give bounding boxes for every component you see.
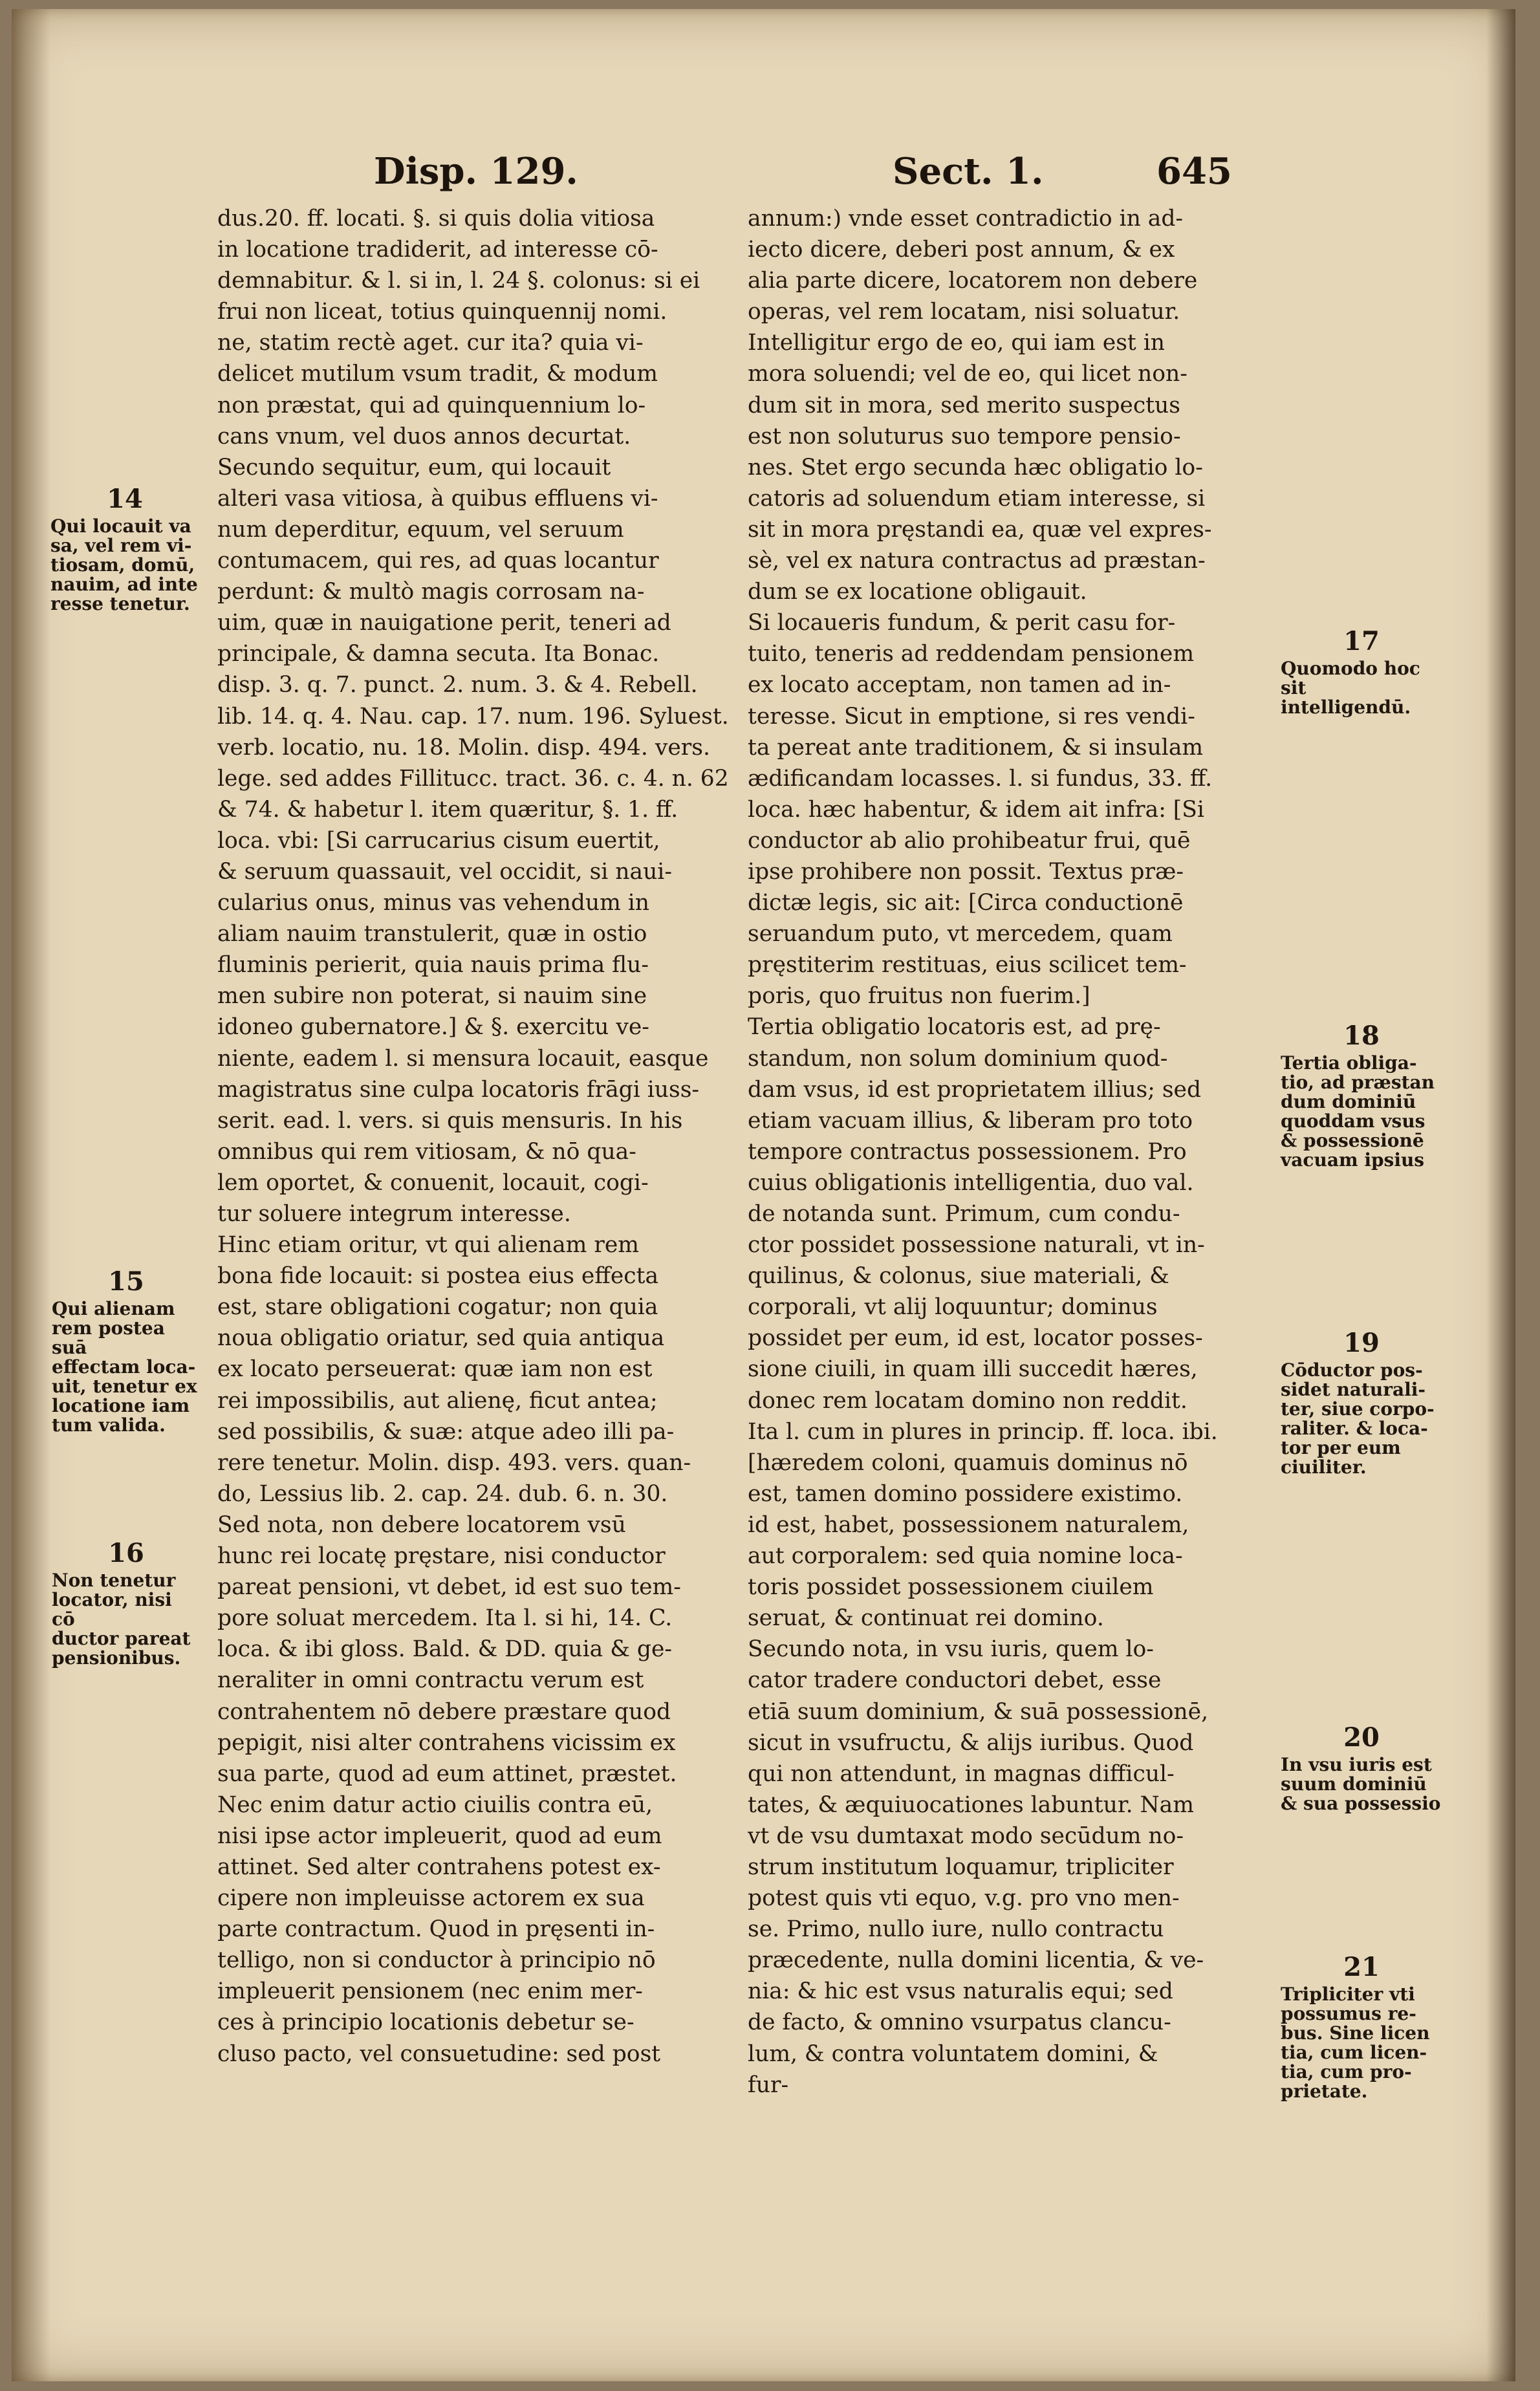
text-line: bona fide locauit: si postea eius effecta [217, 1263, 659, 1290]
margin-note-number: 19 [1343, 1328, 1380, 1358]
text-line: est, stare obligationi cogatur; non quia [217, 1294, 658, 1321]
margin-note-text: In vsu iuris est suum dominiū & sua possessio [1281, 1754, 1441, 1814]
running-head-disputation: Disp. 129. [374, 150, 578, 193]
text-line: quilinus, & colonus, siue materiali, & [748, 1263, 1169, 1290]
text-line: Tertia obligatio locatoris est, ad prę- [748, 1014, 1161, 1041]
text-line: se. Primo, nullo iure, nullo contractu [748, 1916, 1164, 1943]
margin-note-16 [52, 1539, 201, 1668]
text-line: [hæredem coloni, quamuis dominus nō [748, 1449, 1188, 1476]
text-line: toris possidet possessionem ciuilem [748, 1574, 1154, 1601]
text-line: iecto dicere, deberi post annum, & ex [748, 237, 1175, 263]
text-line: loca. hæc habentur, & idem ait infra: [Si [748, 796, 1204, 823]
margin-note-number: 18 [1343, 1021, 1380, 1051]
text-line: sione ciuili, in quam illi succedit hæres, [748, 1356, 1198, 1383]
margin-note-text: Cōductor pos- sidet naturali- ter, siue corpo- raliter. & loca- tor per eum ciuiliter. [1281, 1359, 1435, 1478]
text-line: dam vsus, id est proprietatem illius; sed [748, 1076, 1202, 1103]
text-line: seruandum puto, vt mercedem, quam [748, 921, 1173, 947]
text-line: lum, & contra voluntatem domini, & [748, 2040, 1158, 2067]
text-line: vt de vsu dumtaxat modo secūdum no- [748, 1823, 1184, 1849]
text-line: Sed nota, non debere locatorem vsū [217, 1511, 626, 1538]
text-line: de notanda sunt. Primum, cum condu- [748, 1201, 1180, 1227]
text-line: cularius onus, minus vas vehendum in [217, 890, 649, 916]
text-line: aliam nauim transtulerit, quæ in ostio [217, 921, 647, 947]
text-line: strum institutum loquamur, tripliciter [748, 1854, 1174, 1880]
text-line: sè, vel ex natura contractus ad præstan- [748, 548, 1206, 574]
text-line: sed possibilis, & suæ: atque adeo illi pa- [217, 1418, 675, 1445]
text-line: sicut in vsufructu, & alijs iuribus. Quod [748, 1729, 1194, 1756]
text-line: omnibus qui rem vitiosam, & nō qua- [217, 1138, 636, 1165]
margin-note-number: 16 [108, 1538, 144, 1568]
text-line: rere tenetur. Molin. disp. 493. vers. quan- [217, 1449, 691, 1476]
text-line: num deperditur, equum, vel seruum [217, 516, 624, 543]
text-line: etiā suum dominium, & suā possessionē, [748, 1698, 1209, 1725]
text-line: ces à principio locationis debetur se- [217, 2009, 634, 2036]
text-line: Si locaueris fundum, & perit casu for- [748, 610, 1176, 636]
text-line: Secundo nota, in vsu iuris, quem lo- [748, 1636, 1154, 1663]
book-page [12, 9, 1515, 2381]
text-line: tates, & æquiuocationes labuntur. Nam [748, 1791, 1194, 1818]
text-line: ctor possidet possessione naturali, vt in- [748, 1232, 1205, 1259]
text-line: corporali, vt alij loquuntur; dominus [748, 1294, 1158, 1321]
text-line: annum:) vnde esset contradictio in ad- [748, 206, 1184, 232]
text-line: ne, statim rectè aget. cur ita? quia vi- [217, 330, 644, 356]
text-line: cluso pacto, vel consuetudine: sed post [217, 2040, 661, 2067]
text-line: etiam vacuam illius, & liberam pro toto [748, 1107, 1193, 1134]
text-line: contumacem, qui res, ad quas locantur [217, 548, 659, 574]
page-spine-shadow [12, 9, 50, 2381]
text-line: delicet mutilum vsum tradit, & modum [217, 361, 658, 387]
text-line: idoneo gubernatore.] & §. exercitu ve- [217, 1014, 649, 1041]
text-line: in locatione tradiderit, ad interesse cō- [217, 237, 658, 263]
text-line: id est, habet, possessionem naturalem, [748, 1511, 1189, 1538]
margin-note-number: 21 [1343, 1952, 1380, 1982]
text-line: Secundo sequitur, eum, qui locauit [217, 454, 611, 481]
text-line: sit in mora pręstandi ea, quæ vel expres- [748, 516, 1212, 543]
text-line: cator tradere conductori debet, esse [748, 1667, 1162, 1694]
text-line: tur soluere integrum interesse. [217, 1201, 571, 1227]
margin-note-20 [1281, 1723, 1442, 1813]
text-line: qui non attendunt, in magnas difficul- [748, 1760, 1175, 1787]
text-line: conductor ab alio prohibeatur frui, quē [748, 827, 1191, 854]
text-line: do, Lessius lib. 2. cap. 24. dub. 6. n. 30. [217, 1480, 668, 1507]
text-line: men subire non poterat, si nauim sine [217, 983, 647, 1010]
text-line: impleuerit pensionem (nec enim mer- [217, 1978, 643, 2005]
text-line: ta pereat ante traditionem, & si insulam [748, 734, 1204, 761]
text-line: rei impossibilis, aut alienę, ficut antea; [217, 1387, 658, 1414]
margin-note-19 [1281, 1328, 1442, 1477]
running-head-section: Sect. 1. [893, 150, 1044, 193]
text-line: magistratus sine culpa locatoris frāgi iuss- [217, 1076, 700, 1103]
text-line: Ita l. cum in plures in princip. ff. loca. ibi. [748, 1418, 1218, 1445]
text-line: poris, quo fruitus non fuerim.] [748, 983, 1090, 1010]
text-line: aut corporalem: sed quia nomine loca- [748, 1543, 1183, 1570]
text-line: contrahentem nō debere præstare quod [217, 1698, 671, 1725]
text-line: parte contractum. Quod in pręsenti in- [217, 1916, 655, 1943]
text-line: frui non liceat, totius quinquennij nomi. [217, 299, 667, 325]
text-line: fur- [748, 2072, 789, 2098]
text-line: præcedente, nulla domini licentia, & ve- [748, 1947, 1204, 1974]
text-line: nia: & hic est vsus naturalis equi; sed [748, 1978, 1173, 2005]
text-line: operas, vel rem locatam, nisi soluatur. [748, 299, 1180, 325]
text-line: sua parte, quod ad eum attinet, præstet. [217, 1760, 677, 1787]
margin-note-number: 15 [108, 1266, 144, 1297]
margin-note-text: Tertia obliga- tio, ad præstan dum dominiū quoddam vsus & possessionē vacuam ipsius [1281, 1052, 1435, 1171]
margin-note-number: 14 [107, 484, 143, 514]
text-line: nisi ipse actor impleuerit, quod ad eum [217, 1823, 662, 1849]
text-line: pareat pensioni, vt debet, id est suo tem- [217, 1574, 681, 1601]
margin-note-number: 17 [1343, 626, 1380, 656]
text-line: ex locato perseuerat: quæ iam non est [217, 1356, 653, 1383]
text-line: demnabitur. & l. si in, l. 24 §. colonus: si ei [217, 268, 700, 294]
right-text-column [748, 203, 1272, 2101]
text-line: Intelligitur ergo de eo, qui iam est in [748, 330, 1166, 356]
text-line: tuito, teneris ad reddendam pensionem [748, 641, 1195, 667]
margin-note-text: Qui locauit va sa, vel rem vi- tiosam, domū, nauim, ad inte resse tenetur. [50, 515, 198, 614]
text-line: potest quis vti equo, v.g. pro vno men- [748, 1885, 1180, 1912]
text-line: possidet per eum, id est, locator posses- [748, 1325, 1203, 1352]
text-line: principale, & damna secuta. Ita Bonac. [217, 641, 660, 667]
text-line: dus.20. ff. locati. §. si quis dolia vitiosa [217, 206, 655, 232]
text-line: Nec enim datur actio ciuilis contra eū, [217, 1791, 653, 1818]
margin-note-text: Tripliciter vti possumus re- bus. Sine licen tia, cum licen- tia, cum pro- prietate. [1281, 1984, 1430, 2102]
text-line: dum sit in mora, sed merito suspectus [748, 392, 1180, 418]
text-line: hunc rei locatę pręstare, nisi conductor [217, 1543, 666, 1570]
text-line: uim, quæ in nauigatione perit, teneri ad [217, 610, 671, 636]
text-line: est, tamen domino possidere existimo. [748, 1480, 1183, 1507]
text-line: teresse. Sicut in emptione, si res vendi- [748, 703, 1195, 730]
margin-note-18 [1281, 1021, 1442, 1170]
text-line: ædificandam locasses. l. si fundus, 33. ff. [748, 765, 1213, 792]
text-line: non præstat, qui ad quinquennium lo- [217, 392, 646, 418]
margin-note-text: Non tenetur locator, nisi cō ductor pareat pensionibus. [52, 1570, 191, 1669]
text-line: alteri vasa vitiosa, à quibus effluens vi- [217, 485, 658, 512]
margin-note-text: Qui alienam rem postea suā effectam loca- uit, tenetur ex locatione iam tum valida. [52, 1298, 197, 1436]
text-line: pręstiterim restituas, eius scilicet tem- [748, 952, 1187, 979]
text-line: alia parte dicere, locatorem non debere [748, 268, 1198, 294]
text-line: mora soluendi; vel de eo, qui licet non- [748, 361, 1188, 387]
text-line: dum se ex locatione obligauit. [748, 579, 1087, 605]
text-line: telligo, non si conductor à principio nō [217, 1947, 656, 1974]
text-line: donec rem locatam domino non reddit. [748, 1387, 1188, 1414]
text-line: ipse prohibere non possit. Textus præ- [748, 858, 1184, 885]
text-line: cans vnum, vel duos annos decurtat. [217, 423, 631, 449]
text-line: nes. Stet ergo secunda hæc obligatio lo- [748, 454, 1203, 481]
text-line: perdunt: & multò magis corrosam na- [217, 579, 645, 605]
margin-note-14 [50, 484, 199, 614]
margin-note-15 [52, 1267, 201, 1435]
text-line: ex locato acceptam, non tamen ad in- [748, 672, 1171, 698]
text-line: neraliter in omni contractu verum est [217, 1667, 644, 1694]
text-line: lege. sed addes Fillitucc. tract. 36. c. 4. n. 62 [217, 765, 729, 792]
margin-note-17 [1281, 627, 1442, 717]
text-line: & seruum quassauit, vel occidit, si naui- [217, 858, 672, 885]
text-line: fluminis perierit, quia nauis prima flu- [217, 952, 649, 979]
text-line: niente, eadem l. si mensura locauit, easque [217, 1045, 709, 1072]
page-number: 645 [1156, 150, 1232, 193]
margin-note-number: 20 [1343, 1722, 1380, 1753]
text-line: cuius obligationis intelligentia, duo val. [748, 1169, 1194, 1196]
text-line: seruat, & continuat rei domino. [748, 1605, 1104, 1632]
left-text-column [217, 203, 735, 2070]
text-line: loca. vbi: [Si carrucarius cisum euertit, [217, 827, 660, 854]
text-line: de facto, & omnino vsurpatus clancu- [748, 2009, 1171, 2036]
text-line: & 74. & habetur l. item quæritur, §. 1. ff. [217, 796, 678, 823]
margin-note-21 [1281, 1953, 1442, 2101]
text-line: pore soluat mercedem. Ita l. si hi, 14. C. [217, 1605, 673, 1632]
text-line: tempore contractus possessionem. Pro [748, 1138, 1187, 1165]
text-line: Hinc etiam oritur, vt qui alienam rem [217, 1232, 639, 1259]
text-line: noua obligatio oriatur, sed quia antiqua [217, 1325, 665, 1352]
text-line: est non soluturus suo tempore pensio- [748, 423, 1181, 449]
text-line: verb. locatio, nu. 18. Molin. disp. 494. vers. [217, 734, 710, 761]
text-line: disp. 3. q. 7. punct. 2. num. 3. & 4. Rebell. [217, 672, 698, 698]
text-line: serit. ead. l. vers. si quis mensuris. In his [217, 1107, 683, 1134]
margin-note-text: Quomodo hoc sit intelligendū. [1281, 658, 1420, 718]
page-edge-shadow [1486, 9, 1515, 2381]
text-line: lem oportet, & conuenit, locauit, cogi- [217, 1169, 649, 1196]
text-line: dictæ legis, sic ait: [Circa conductionē [748, 890, 1184, 916]
text-line: attinet. Sed alter contrahens potest ex- [217, 1854, 661, 1880]
text-line: lib. 14. q. 4. Nau. cap. 17. num. 196. Syluest. [217, 703, 729, 730]
text-line: catoris ad soluendum etiam interesse, si [748, 485, 1206, 512]
text-line: loca. & ibi gloss. Bald. & DD. quia & ge- [217, 1636, 673, 1663]
text-line: pepigit, nisi alter contrahens vicissim ex [217, 1729, 676, 1756]
text-line: cipere non impleuisse actorem ex sua [217, 1885, 645, 1912]
text-line: standum, non solum dominium quod- [748, 1045, 1168, 1072]
